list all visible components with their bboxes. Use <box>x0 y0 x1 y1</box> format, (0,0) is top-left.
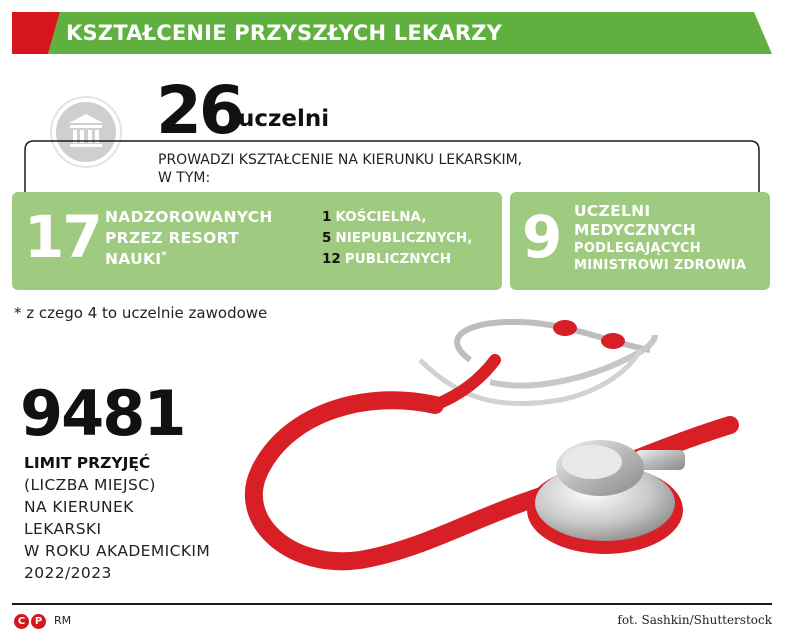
breakdown-row <box>322 249 502 270</box>
breakdown-count: 1 <box>322 209 332 225</box>
science-ministry-label-line1: NADZOROWANYCH <box>105 208 273 226</box>
breakdown-label: PUBLICZNYCH <box>344 251 452 267</box>
breakdown-row <box>322 207 502 228</box>
admission-limit-description-line: W ROKU AKADEMICKIM <box>24 542 211 560</box>
breakdown-count: 12 <box>322 251 341 267</box>
science-ministry-breakdown <box>322 207 502 270</box>
health-ministry-label-line4: MINISTROWI ZDROWIA <box>574 258 747 273</box>
breakdown-label: KOŚCIELNA, <box>335 209 427 225</box>
health-ministry-label-line3: PODLEGAJĄCYCH <box>574 241 701 256</box>
university-description-line2: W TYM: <box>158 170 211 186</box>
science-ministry-count: 17 <box>24 203 101 271</box>
author-initials: RM <box>54 614 72 627</box>
breakdown-row <box>322 228 502 249</box>
admission-limit-count: 9481 <box>20 377 185 450</box>
page-title: KSZTAŁCENIE PRZYSZŁYCH LEKARZY <box>66 21 503 45</box>
admission-limit-description-line: LEKARSKI <box>24 520 102 538</box>
footnote: * z czego 4 to uczelnie zawodowe <box>14 304 268 322</box>
admission-limit-description-line: (LICZBA MIEJSC) <box>24 476 156 494</box>
photo-credit: fot. Sashkin/Shutterstock <box>617 613 772 627</box>
admission-limit-description-line: NA KIERUNEK <box>24 498 134 516</box>
health-ministry-label-line1: UCZELNI <box>574 202 651 220</box>
university-count: 26 <box>156 72 242 149</box>
publisher-logo-c-icon: C <box>14 614 29 629</box>
stethoscope-image <box>230 300 780 600</box>
health-ministry-label-line2: MEDYCZNYCH <box>574 221 697 239</box>
university-description-line1: PROWADZI KSZTAŁCENIE NA KIERUNKU LEKARSKIM, <box>158 152 523 168</box>
admission-limit-description-line: 2022/2023 <box>24 564 112 582</box>
health-ministry-label <box>574 202 770 274</box>
university-count-label: uczelni <box>238 106 330 132</box>
admission-limit-label: LIMIT PRZYJĘĆ <box>24 454 151 472</box>
footnote-mark: * <box>161 249 167 261</box>
footer-divider <box>12 603 772 605</box>
science-ministry-label-line2: PRZEZ RESORT <box>105 229 240 247</box>
breakdown-label: NIEPUBLICZNYCH, <box>335 230 473 246</box>
science-ministry-label-line3: NAUKI <box>105 250 162 268</box>
breakdown-count: 5 <box>322 230 332 246</box>
university-description <box>158 151 578 187</box>
publisher-logo-p-icon: P <box>31 614 46 629</box>
health-ministry-count: 9 <box>522 203 561 271</box>
science-ministry-label <box>105 207 305 270</box>
